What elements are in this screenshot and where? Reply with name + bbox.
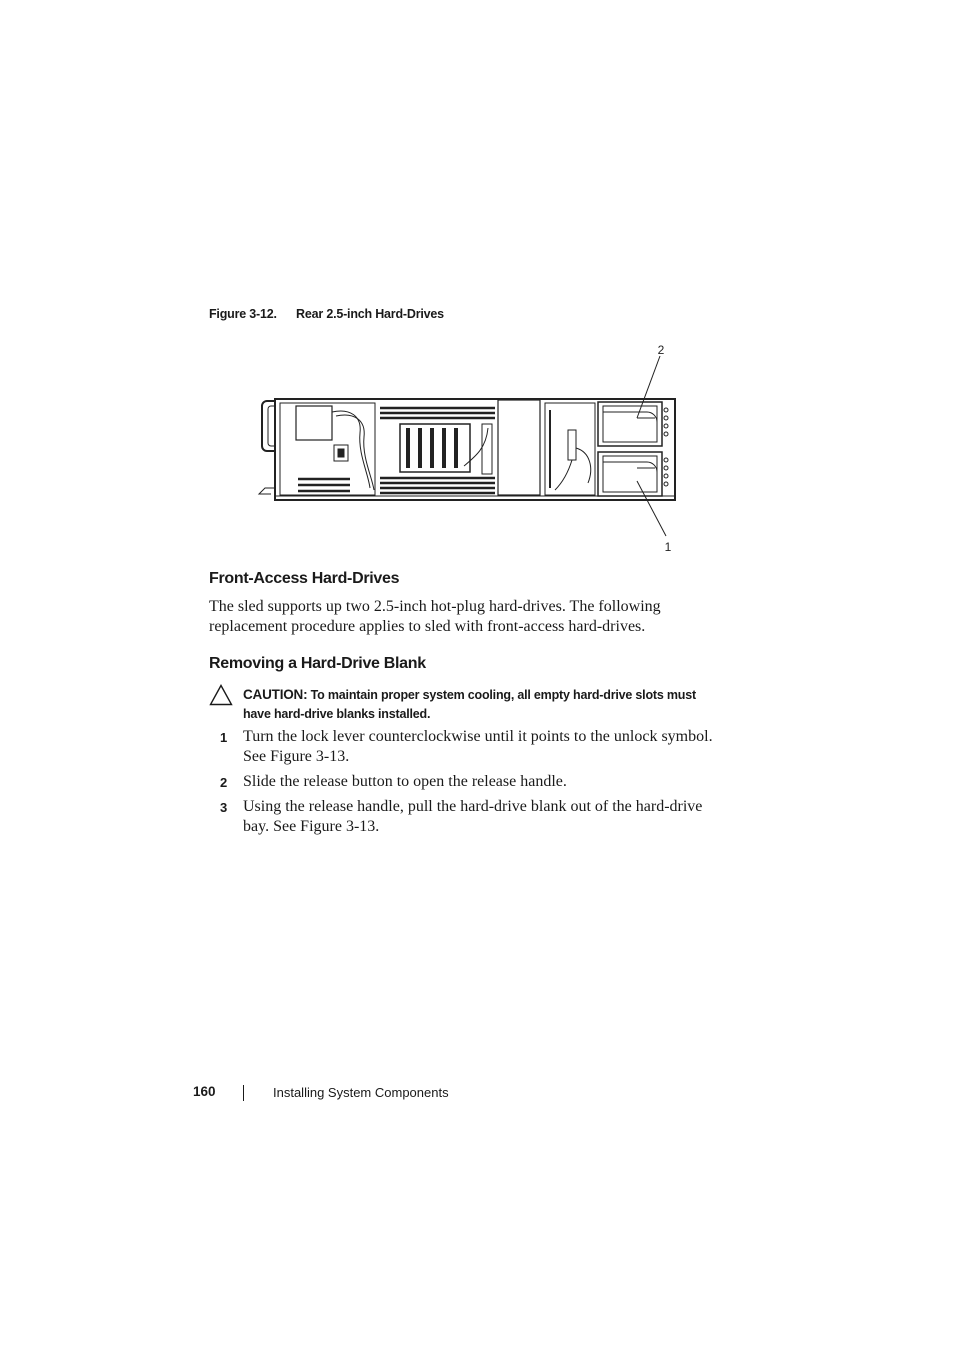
step-line: Slide the release button to open the release handle. [243, 773, 567, 790]
figure-caption [209, 307, 444, 321]
footer-section-title: Installing System Components [273, 1085, 449, 1100]
section-paragraph-line-2: replacement procedure applies to sled with front-access hard-drives. [209, 618, 646, 635]
step-number: 1 [220, 730, 228, 745]
footer-separator [243, 1085, 244, 1101]
step-number: 3 [220, 800, 228, 815]
sled-illustration [250, 338, 690, 558]
section-paragraph-line-1: The sled supports up two 2.5-inch hot-plug hard-drives. The following [209, 598, 661, 615]
section-heading-removing-blank: Removing a Hard-Drive Blank [209, 655, 426, 672]
caution-note [243, 685, 723, 724]
step-text [243, 727, 721, 767]
step-line: bay. See Figure 3-13. [243, 818, 380, 835]
step-text [243, 772, 721, 792]
caution-text-line-2: have hard-drive blanks installed. [243, 707, 431, 721]
callout-1-label: 1 [664, 540, 672, 554]
page-number: 160 [193, 1084, 216, 1099]
step-number: 2 [220, 775, 228, 790]
caution-label: CAUTION: [243, 687, 308, 702]
step-line: Turn the lock lever counterclockwise until it points to the unlock symbol. [243, 728, 713, 745]
figure-title: Rear 2.5-inch Hard-Drives [296, 307, 444, 321]
step-text [243, 797, 721, 837]
callout-2-label: 2 [657, 343, 665, 357]
section-heading-front-access: Front-Access Hard-Drives [209, 570, 400, 587]
figure-number: Figure 3-12. [209, 307, 277, 321]
step-line: Using the release handle, pull the hard-drive blank out of the hard-drive [243, 798, 703, 815]
step-line: See Figure 3-13. [243, 748, 350, 765]
caution-text-line-1: To maintain proper system cooling, all empty hard-drive slots must [310, 688, 696, 702]
caution-icon [209, 684, 233, 706]
